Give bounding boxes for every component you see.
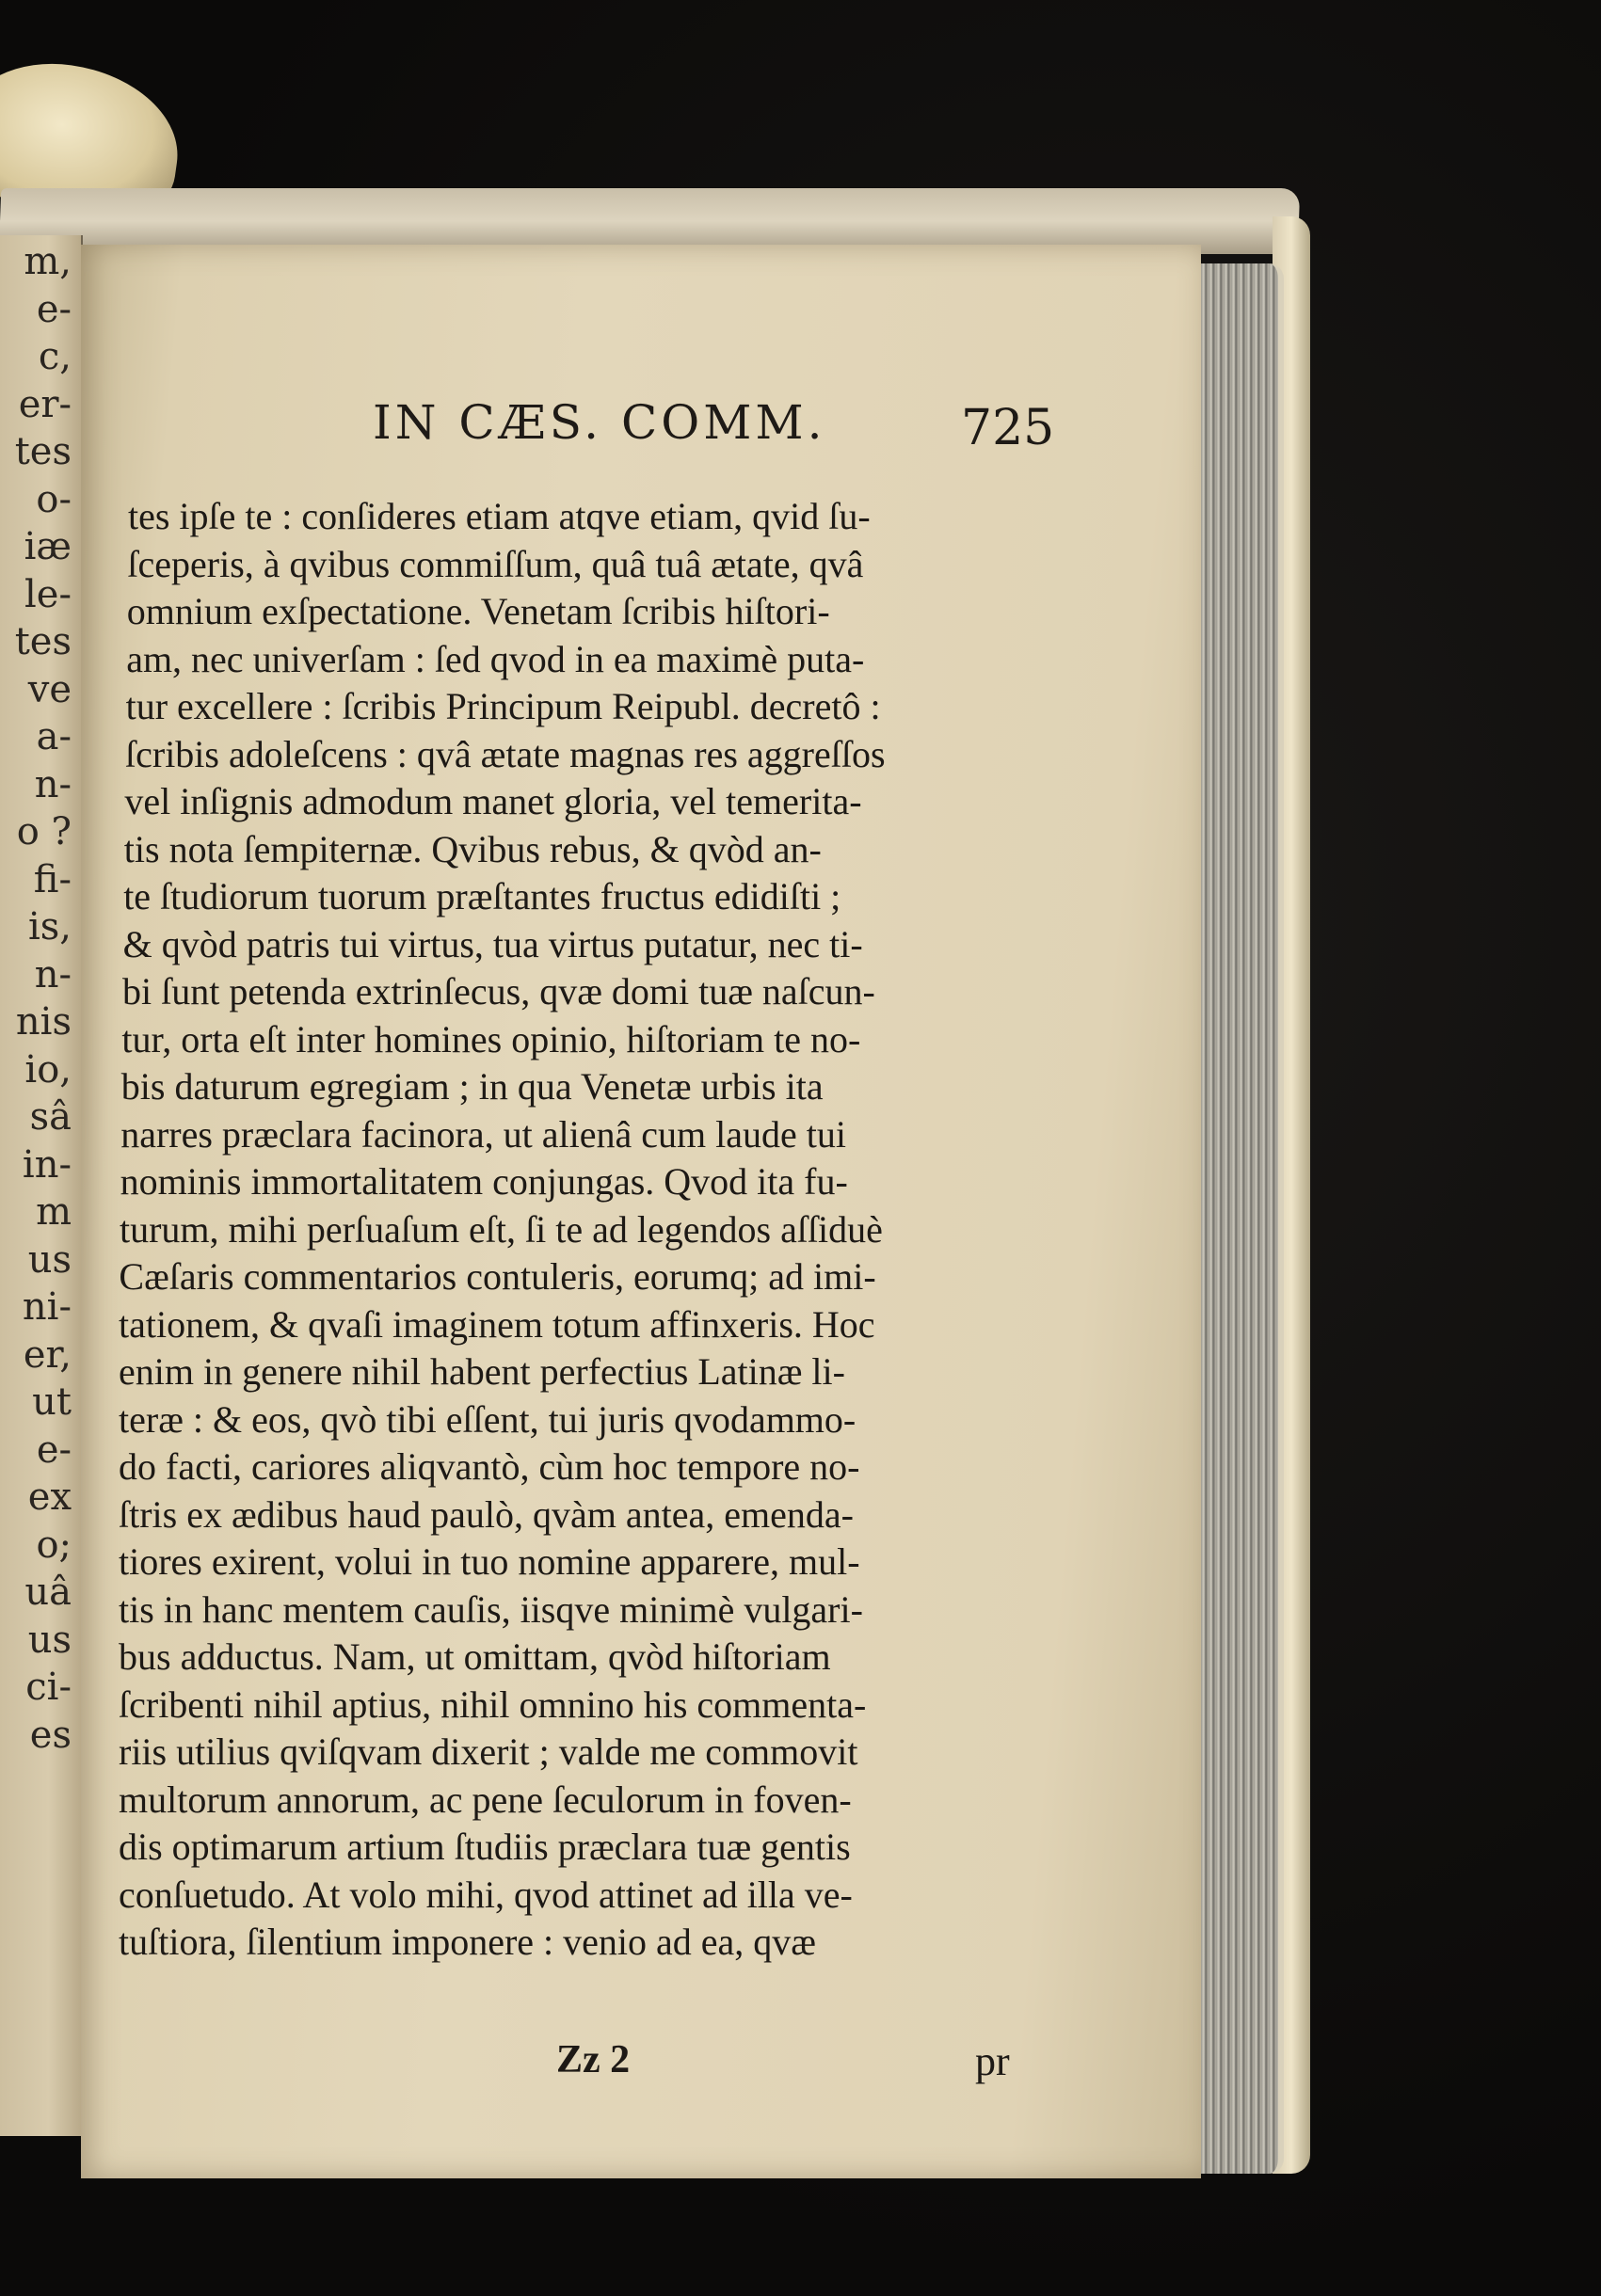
previous-page-line-end: o ? xyxy=(16,810,72,853)
text-line: am, nec univerſam : ſed qvod in ea maximè puta- xyxy=(126,637,865,680)
text-line: & qvòd patris tui virtus, tua virtus putatur, nec ti- xyxy=(122,922,863,965)
text-line: tur, orta eſt inter homines opinio, hiſtoriam te no- xyxy=(121,1017,861,1060)
text-line: bi ſunt petenda extrinſecus, qvæ domi tuæ naſcun- xyxy=(122,970,875,1012)
text-line: turum, mihi perſuaſum eſt, ſi te ad legendos aſſiduè xyxy=(120,1207,883,1251)
text-line: tis nota ſempiternæ. Qvibus rebus, & qvòd an- xyxy=(123,827,822,870)
text-line: do facti, cariores aliqvantò, cùm hoc tempore no- xyxy=(119,1445,860,1488)
previous-page-line-end: ut xyxy=(32,1380,72,1424)
previous-page-line-end: tes xyxy=(14,620,72,663)
previous-page-line-end: io, xyxy=(24,1047,72,1092)
text-line: bus adductus. Nam, ut omittam, qvòd hiſtoriam xyxy=(119,1635,831,1678)
text-line: ſcribis adoleſcens : qvâ ætate magnas res aggreſſos xyxy=(125,732,886,775)
previous-page-line-end: ci- xyxy=(25,1666,72,1709)
previous-page-line-end: fi- xyxy=(33,857,72,901)
previous-page-line-end: es xyxy=(29,1713,72,1757)
previous-page-line-end: ex xyxy=(27,1475,72,1519)
text-line: tis in hanc mentem cauſis, iisqve minimè vulgari- xyxy=(119,1587,863,1631)
text-line: omnium exſpectatione. Venetam ſcribis hiſtori- xyxy=(126,590,830,632)
previous-page-line-end: a- xyxy=(36,715,72,758)
previous-page-line-end: nis xyxy=(15,1000,72,1044)
previous-page-line-end: er, xyxy=(23,1332,72,1377)
previous-page-line-end: uâ xyxy=(24,1571,72,1614)
previous-page-edge xyxy=(0,235,83,2136)
text-line: multorum annorum, ac pene ſeculorum in foven- xyxy=(119,1778,852,1821)
book-page xyxy=(81,245,1201,2178)
previous-page-line-end: tes xyxy=(14,430,72,473)
text-line: riis utilius qviſqvam dixerit ; valde me commovit xyxy=(119,1730,858,1773)
previous-page-line-end: e- xyxy=(36,287,72,331)
previous-page-line-end: n- xyxy=(34,762,72,806)
text-line: tiores exirent, volui in tuo nomine apparere, mul- xyxy=(119,1540,860,1583)
text-line: te ſtudiorum tuorum præſtantes fructus edidiſti ; xyxy=(123,875,841,917)
text-line: nominis immortalitatem conjungas. Qvod ita fu- xyxy=(120,1160,848,1203)
previous-page-line-end: m xyxy=(36,1190,72,1234)
previous-page-line-end: ve xyxy=(27,667,72,711)
page-number: 725 xyxy=(961,400,1055,456)
previous-page-line-end: le- xyxy=(24,572,72,616)
text-line: teræ : & eos, qvò tibi eſſent, tui juris qvodammo- xyxy=(119,1397,857,1441)
previous-page-line-end: ni- xyxy=(22,1285,72,1329)
text-line: bis daturum egregiam ; in qua Venetæ urbis ita xyxy=(120,1065,824,1108)
previous-page-line-end: iæ xyxy=(24,525,72,568)
running-header: IN CÆS. COMM. xyxy=(373,395,826,450)
previous-page-line-end: n- xyxy=(34,952,72,997)
text-line: tur excellere : ſcribis Principum Reipubl. decretô : xyxy=(125,685,881,727)
previous-page-line-end: us xyxy=(27,1237,72,1282)
previous-page-line-end: o; xyxy=(36,1523,72,1567)
page-block-edges xyxy=(1193,263,1284,2174)
catchword: pr xyxy=(975,2038,1010,2084)
previous-page-line-end: m, xyxy=(24,240,72,283)
previous-page-line-end: us xyxy=(27,1618,72,1662)
previous-page-line-end: is, xyxy=(27,905,72,949)
text-line: vel inſignis admodum manet gloria, vel temerita- xyxy=(124,780,862,822)
text-line: tuſtiora, ſilentium imponere : venio ad ea, qvæ xyxy=(119,1921,816,1963)
text-line: tes ipſe te : conſideres etiam atqve etiam, qvid ſu- xyxy=(128,495,871,537)
text-line: Cæſaris commentarios contuleris, eorumq; ad imi- xyxy=(119,1255,876,1298)
text-line: ſtris ex ædibus haud paulò, qvàm antea, emenda- xyxy=(119,1492,854,1536)
signature-mark: Zz 2 xyxy=(556,2038,631,2081)
text-line: conſuetudo. At volo mihi, qvod attinet ad illa ve- xyxy=(119,1873,853,1916)
previous-page-line-end: sâ xyxy=(29,1095,72,1139)
text-line: enim in genere nihil habent perfectius Latinæ li- xyxy=(119,1350,845,1393)
text-line: dis optimarum artium ſtudiis præclara tuæ gentis xyxy=(119,1826,851,1868)
text-line: narres præclara facinora, ut alienâ cum laude tui xyxy=(120,1112,846,1156)
previous-page-line-end: o- xyxy=(36,477,72,521)
previous-page-line-end: er- xyxy=(18,382,72,426)
text-line: ſceperis, à qvibus commiſſum, quâ tuâ ætate, qvâ xyxy=(127,542,864,585)
previous-page-line-end: in- xyxy=(22,1142,72,1187)
text-line: tationem, & qvaſi imaginem totum affinxeris. Hoc xyxy=(119,1302,875,1346)
previous-page-line-end: c, xyxy=(38,335,72,378)
previous-page-line-end: e- xyxy=(36,1427,72,1472)
text-line: ſcribenti nihil aptius, nihil omnino his commenta- xyxy=(119,1682,867,1726)
